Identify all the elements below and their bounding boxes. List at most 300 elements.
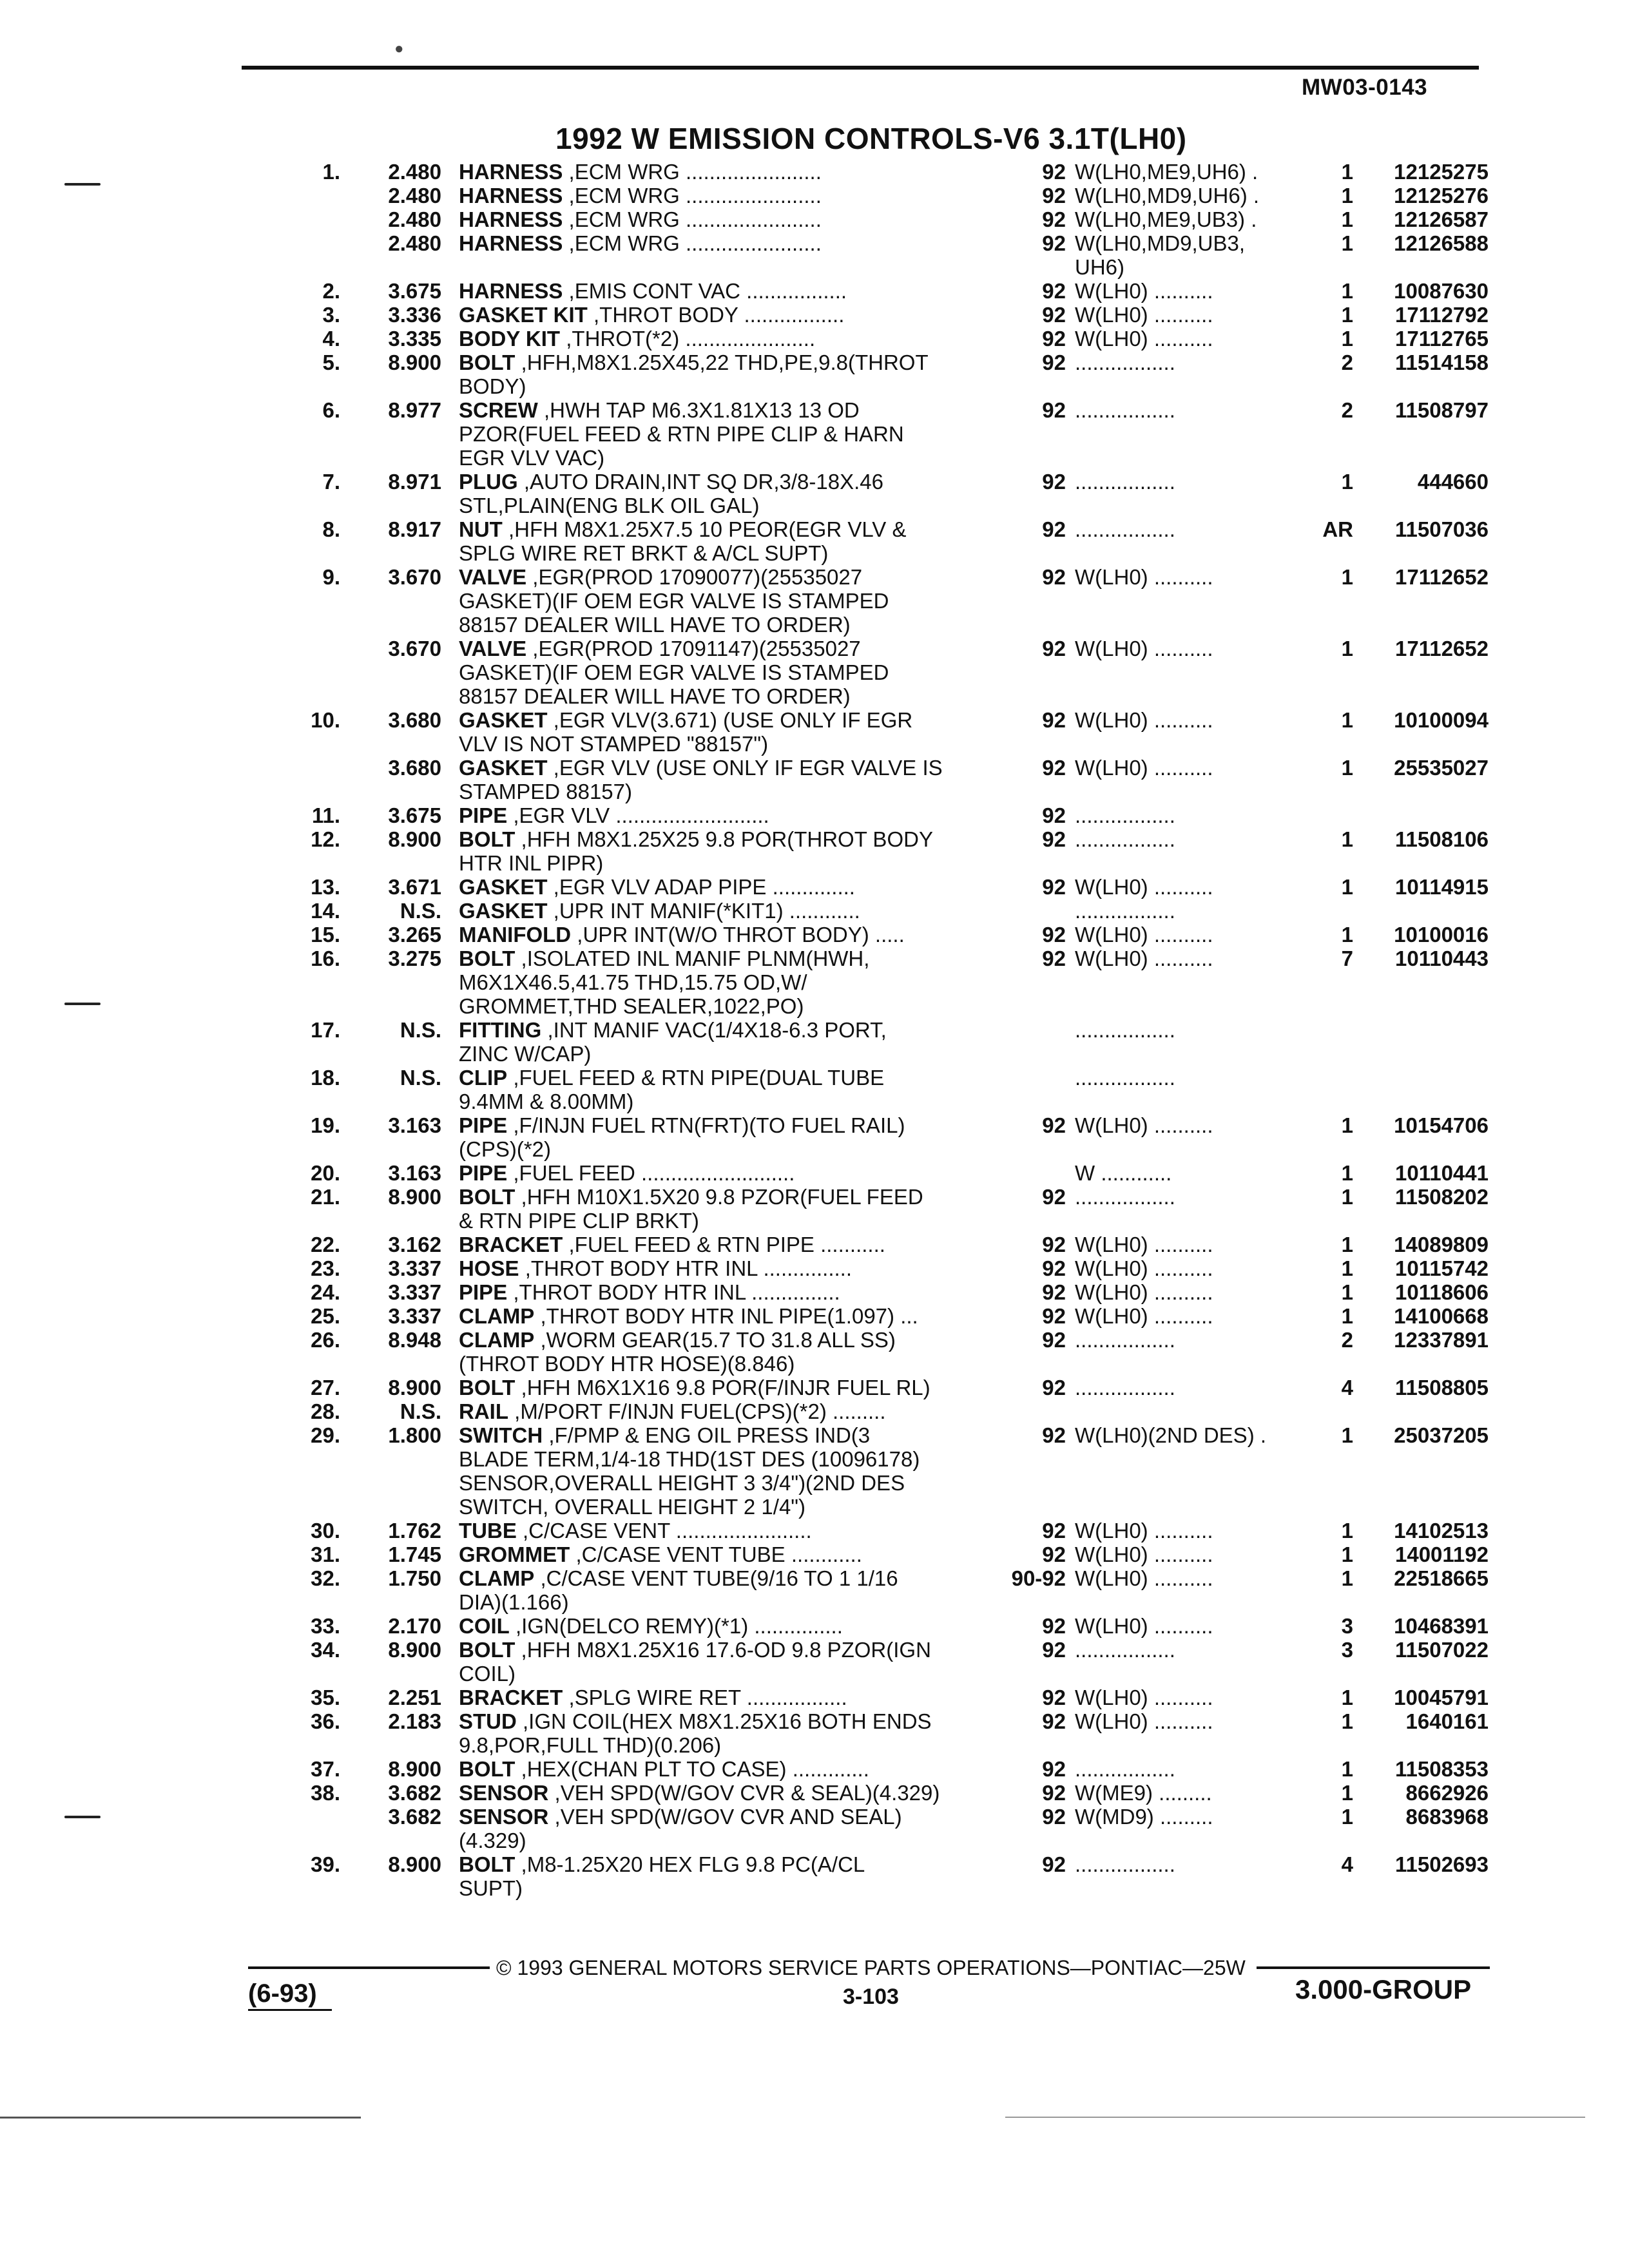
quantity: 1 bbox=[1341, 1566, 1353, 1590]
model-year: 92 bbox=[1042, 1519, 1066, 1542]
part-detail: ,EMIS CONT VAC ................. bbox=[563, 279, 847, 303]
part-detail: ,IGN COIL(HEX M8X1.25X16 BOTH ENDS bbox=[516, 1709, 932, 1733]
part-line bbox=[0, 1590, 1629, 1614]
model-usage: W(LH0) .......... bbox=[1075, 637, 1213, 660]
group-number: 2.170 bbox=[388, 1614, 441, 1638]
part-name: GASKET KIT bbox=[459, 303, 588, 327]
model-usage: W(LH0,ME9,UB3) . bbox=[1075, 207, 1257, 231]
part-line bbox=[0, 255, 1629, 279]
part-entry bbox=[0, 923, 1629, 947]
description-continuation: (CPS)(*2) bbox=[459, 1137, 552, 1161]
part-number: 10100016 bbox=[1394, 923, 1489, 947]
part-description bbox=[459, 160, 822, 184]
part-number: 11514158 bbox=[1394, 351, 1489, 374]
part-number: 8662926 bbox=[1405, 1781, 1489, 1805]
model-year: 92 bbox=[1042, 1280, 1066, 1304]
part-line bbox=[0, 494, 1629, 517]
part-detail: ,UPR INT MANIF(*KIT1) ............ bbox=[547, 899, 860, 923]
group-number: 3.163 bbox=[388, 1113, 441, 1137]
model-year: 92 bbox=[1042, 565, 1066, 589]
part-name: GASKET bbox=[459, 899, 548, 923]
part-entry bbox=[0, 756, 1629, 803]
model-usage: ................. bbox=[1075, 1066, 1175, 1090]
part-line bbox=[0, 1852, 1629, 1876]
model-year: 92 bbox=[1042, 1304, 1066, 1328]
group-number: 8.917 bbox=[388, 517, 441, 541]
part-line bbox=[0, 1471, 1629, 1495]
part-number: 14001192 bbox=[1394, 1542, 1489, 1566]
part-number: 12126588 bbox=[1394, 231, 1489, 255]
description-continuation: VLV IS NOT STAMPED "88157") bbox=[459, 732, 769, 756]
part-line bbox=[0, 1042, 1629, 1066]
part-entry bbox=[0, 160, 1629, 184]
part-entry bbox=[0, 231, 1629, 279]
part-name: HARNESS bbox=[459, 231, 563, 255]
item-number: 14. bbox=[311, 899, 340, 923]
part-detail: ,EGR VLV ADAP PIPE .............. bbox=[547, 875, 855, 899]
description-continuation: & RTN PIPE CLIP BRKT) bbox=[459, 1209, 699, 1233]
model-usage: W(LH0) .......... bbox=[1075, 1256, 1213, 1280]
model-usage: W(ME9) ......... bbox=[1075, 1781, 1212, 1805]
part-detail: ,EGR(PROD 17091147)(25535027 bbox=[526, 637, 861, 660]
part-line bbox=[0, 1709, 1629, 1733]
item-number: 9. bbox=[322, 565, 340, 589]
part-name: NUT bbox=[459, 517, 503, 541]
part-description bbox=[459, 1638, 931, 1662]
part-entry bbox=[0, 1161, 1629, 1185]
quantity: 1 bbox=[1341, 1113, 1353, 1137]
part-description bbox=[459, 184, 822, 207]
part-detail: ,M8-1.25X20 HEX FLG 9.8 PC(A/CL bbox=[515, 1852, 865, 1876]
model-year: 92 bbox=[1042, 1328, 1066, 1352]
part-description bbox=[459, 1233, 885, 1256]
part-line bbox=[0, 303, 1629, 327]
part-number: 11508797 bbox=[1394, 398, 1489, 422]
quantity: 1 bbox=[1341, 184, 1353, 207]
part-entry bbox=[0, 708, 1629, 756]
part-number: 10468391 bbox=[1394, 1614, 1489, 1638]
footer-underline bbox=[248, 2009, 332, 2011]
part-entry bbox=[0, 351, 1629, 398]
model-year: 92 bbox=[1042, 1256, 1066, 1280]
part-description bbox=[459, 875, 855, 899]
top-rule bbox=[242, 66, 1479, 70]
part-name: GASKET bbox=[459, 756, 548, 780]
item-number: 15. bbox=[311, 923, 340, 947]
part-detail: ,EGR VLV(3.671) (USE ONLY IF EGR bbox=[547, 708, 913, 732]
part-line bbox=[0, 327, 1629, 351]
part-detail: ,IGN(DELCO REMY)(*1) ............... bbox=[509, 1614, 843, 1638]
part-number: 10118606 bbox=[1394, 1280, 1489, 1304]
model-year: 92 bbox=[1042, 947, 1066, 970]
part-number: 444660 bbox=[1417, 470, 1489, 494]
model-usage: W(LH0) .......... bbox=[1075, 279, 1213, 303]
part-number: 14102513 bbox=[1394, 1519, 1489, 1542]
part-line bbox=[0, 231, 1629, 255]
part-detail: ,WORM GEAR(15.7 TO 31.8 ALL SS) bbox=[534, 1328, 896, 1352]
group-number: 3.670 bbox=[388, 565, 441, 589]
item-number: 23. bbox=[311, 1256, 340, 1280]
part-name: HARNESS bbox=[459, 184, 563, 207]
model-usage: ................. bbox=[1075, 899, 1175, 923]
model-year: 92 bbox=[1042, 160, 1066, 184]
model-usage: W(LH0) .......... bbox=[1075, 947, 1213, 970]
part-detail: ,HFH M8X1.25X16 17.6-OD 9.8 PZOR(IGN bbox=[515, 1638, 931, 1662]
part-line bbox=[0, 160, 1629, 184]
description-continuation: M6X1X46.5,41.75 THD,15.75 OD,W/ bbox=[459, 970, 807, 994]
group-number: N.S. bbox=[400, 1399, 441, 1423]
group-number: 2.480 bbox=[388, 231, 441, 255]
part-number: 11508805 bbox=[1394, 1376, 1489, 1399]
revision-date: (6-93) bbox=[248, 1979, 317, 2008]
part-line bbox=[0, 1352, 1629, 1376]
part-number: 11508353 bbox=[1394, 1757, 1489, 1781]
part-entry bbox=[0, 1233, 1629, 1256]
part-entry bbox=[0, 899, 1629, 923]
model-usage: ................. bbox=[1075, 827, 1175, 851]
part-name: COIL bbox=[459, 1614, 510, 1638]
part-description bbox=[459, 1709, 932, 1733]
item-number: 25. bbox=[311, 1304, 340, 1328]
group-number: 2.183 bbox=[388, 1709, 441, 1733]
quantity: 1 bbox=[1341, 1423, 1353, 1447]
part-line bbox=[0, 875, 1629, 899]
part-name: PLUG bbox=[459, 470, 518, 494]
part-line bbox=[0, 374, 1629, 398]
part-line bbox=[0, 351, 1629, 374]
group-number: 3.680 bbox=[388, 708, 441, 732]
model-year: 92 bbox=[1042, 923, 1066, 947]
description-continuation: BODY) bbox=[459, 374, 526, 398]
part-description bbox=[459, 1805, 902, 1829]
description-continuation: 9.4MM & 8.00MM) bbox=[459, 1090, 634, 1113]
description-continuation: SPLG WIRE RET BRKT & A/CL SUPT) bbox=[459, 541, 829, 565]
part-detail: ,FUEL FEED & RTN PIPE(DUAL TUBE bbox=[507, 1066, 885, 1090]
part-number: 1640161 bbox=[1405, 1709, 1489, 1733]
model-usage: W(LH0) .......... bbox=[1075, 303, 1213, 327]
item-number: 2. bbox=[322, 279, 340, 303]
part-name: BOLT bbox=[459, 351, 516, 374]
part-line bbox=[0, 1209, 1629, 1233]
part-name: CLAMP bbox=[459, 1566, 535, 1590]
model-usage: W(LH0) .......... bbox=[1075, 1519, 1213, 1542]
part-detail: ,ECM WRG ....................... bbox=[563, 160, 822, 184]
model-usage: ................. bbox=[1075, 1328, 1175, 1352]
part-detail: ,HFH M8X1.25X25 9.8 POR(THROT BODY bbox=[515, 827, 933, 851]
item-number: 21. bbox=[311, 1185, 340, 1209]
description-continuation: SUPT) bbox=[459, 1876, 523, 1900]
item-number: 38. bbox=[311, 1781, 340, 1805]
quantity: 1 bbox=[1341, 231, 1353, 255]
part-name: CLAMP bbox=[459, 1328, 535, 1352]
part-line bbox=[0, 780, 1629, 803]
part-line bbox=[0, 1829, 1629, 1852]
part-name: VALVE bbox=[459, 637, 527, 660]
quantity: 1 bbox=[1341, 160, 1353, 184]
part-entry bbox=[0, 1423, 1629, 1519]
part-description bbox=[459, 1399, 886, 1423]
quantity: 1 bbox=[1341, 1233, 1353, 1256]
part-name: GASKET bbox=[459, 708, 548, 732]
quantity: 1 bbox=[1341, 470, 1353, 494]
part-name: PIPE bbox=[459, 1161, 508, 1185]
group-number: N.S. bbox=[400, 1018, 441, 1042]
quantity: 1 bbox=[1341, 1805, 1353, 1829]
part-name: GASKET bbox=[459, 875, 548, 899]
quantity: 4 bbox=[1341, 1852, 1353, 1876]
part-detail: ,VEH SPD(W/GOV CVR AND SEAL) bbox=[548, 1805, 902, 1829]
group-number: 3.682 bbox=[388, 1805, 441, 1829]
part-entry bbox=[0, 827, 1629, 875]
part-description bbox=[459, 756, 943, 780]
part-detail: ,HEX(CHAN PLT TO CASE) ............. bbox=[515, 1757, 869, 1781]
quantity: 1 bbox=[1341, 756, 1353, 780]
group-number: 2.480 bbox=[388, 207, 441, 231]
part-detail: ,HWH TAP M6.3X1.81X13 13 OD bbox=[537, 398, 860, 422]
model-year: 92 bbox=[1042, 1185, 1066, 1209]
part-description bbox=[459, 827, 933, 851]
quantity: 1 bbox=[1341, 1757, 1353, 1781]
model-usage: ................. bbox=[1075, 1757, 1175, 1781]
part-entry bbox=[0, 398, 1629, 470]
model-year: 92 bbox=[1042, 875, 1066, 899]
model-year: 92 bbox=[1042, 1686, 1066, 1709]
part-detail: ,C/CASE VENT TUBE(9/16 TO 1 1/16 bbox=[534, 1566, 898, 1590]
scan-edge-line bbox=[0, 2117, 361, 2119]
model-year: 92 bbox=[1042, 1709, 1066, 1733]
part-line bbox=[0, 1805, 1629, 1829]
part-name: HARNESS bbox=[459, 160, 563, 184]
part-name: BRACKET bbox=[459, 1233, 563, 1256]
part-number: 25535027 bbox=[1394, 756, 1489, 780]
part-name: HARNESS bbox=[459, 207, 563, 231]
part-detail: ,INT MANIF VAC(1/4X18-6.3 PORT, bbox=[541, 1018, 887, 1042]
part-line bbox=[0, 1328, 1629, 1352]
punch-hole-mark bbox=[64, 1003, 101, 1005]
model-year: 92 bbox=[1042, 1376, 1066, 1399]
description-continuation: SENSOR,OVERALL HEIGHT 3 3/4")(2ND DES bbox=[459, 1471, 905, 1495]
description-continuation: 9.8,POR,FULL THD)(0.206) bbox=[459, 1733, 722, 1757]
model-usage: W(LH0) .......... bbox=[1075, 565, 1213, 589]
part-entry bbox=[0, 1280, 1629, 1304]
quantity: 1 bbox=[1341, 1280, 1353, 1304]
part-entry bbox=[0, 517, 1629, 565]
part-line bbox=[0, 1757, 1629, 1781]
item-number: 34. bbox=[311, 1638, 340, 1662]
part-line bbox=[0, 947, 1629, 970]
part-entry bbox=[0, 1709, 1629, 1757]
item-number: 26. bbox=[311, 1328, 340, 1352]
part-entry bbox=[0, 1805, 1629, 1852]
part-line bbox=[0, 1781, 1629, 1805]
item-number: 19. bbox=[311, 1113, 340, 1137]
item-number: 12. bbox=[311, 827, 340, 851]
part-line bbox=[0, 1447, 1629, 1471]
description-continuation: (THROT BODY HTR HOSE)(8.846) bbox=[459, 1352, 795, 1376]
part-line bbox=[0, 1066, 1629, 1090]
part-detail: ,FUEL FEED .......................... bbox=[507, 1161, 795, 1185]
group-number: 2.480 bbox=[388, 184, 441, 207]
part-description bbox=[459, 1066, 884, 1090]
part-description bbox=[459, 1376, 930, 1399]
part-detail: ,ECM WRG ....................... bbox=[563, 184, 822, 207]
quantity: 1 bbox=[1341, 1709, 1353, 1733]
punch-hole-mark bbox=[64, 183, 101, 186]
item-number: 6. bbox=[322, 398, 340, 422]
quantity: 4 bbox=[1341, 1376, 1353, 1399]
item-number: 13. bbox=[311, 875, 340, 899]
model-usage: W(LH0,MD9,UH6) . bbox=[1075, 184, 1260, 207]
part-entry bbox=[0, 875, 1629, 899]
part-line bbox=[0, 517, 1629, 541]
group-number: 1.745 bbox=[388, 1542, 441, 1566]
quantity: 1 bbox=[1341, 207, 1353, 231]
part-line bbox=[0, 1280, 1629, 1304]
part-line bbox=[0, 1161, 1629, 1185]
group-number: 8.948 bbox=[388, 1328, 441, 1352]
model-usage: W(LH0) .......... bbox=[1075, 1709, 1213, 1733]
part-line bbox=[0, 1566, 1629, 1590]
item-number: 31. bbox=[311, 1542, 340, 1566]
part-line bbox=[0, 970, 1629, 994]
item-number: 17. bbox=[311, 1018, 340, 1042]
item-number: 10. bbox=[311, 708, 340, 732]
group-number: 8.900 bbox=[388, 1852, 441, 1876]
group-number: 3.265 bbox=[388, 923, 441, 947]
part-line bbox=[0, 1423, 1629, 1447]
part-name: PIPE bbox=[459, 803, 508, 827]
page-title: 1992 W EMISSION CONTROLS-V6 3.1T(LH0) bbox=[555, 122, 1187, 155]
description-continuation: (4.329) bbox=[459, 1829, 526, 1852]
part-entry bbox=[0, 1399, 1629, 1423]
part-entry bbox=[0, 327, 1629, 351]
part-line bbox=[0, 589, 1629, 613]
part-detail: ,EGR VLV .......................... bbox=[507, 803, 769, 827]
part-name: BODY KIT bbox=[459, 327, 561, 351]
quantity: AR bbox=[1322, 517, 1353, 541]
parts-list bbox=[0, 160, 1629, 1900]
part-detail: ,M/PORT F/INJN FUEL(CPS)(*2) ......... bbox=[508, 1399, 886, 1423]
part-entry bbox=[0, 1304, 1629, 1328]
part-number: 10087630 bbox=[1394, 279, 1489, 303]
part-name: SCREW bbox=[459, 398, 538, 422]
part-detail: ,UPR INT(W/O THROT BODY) ..... bbox=[571, 923, 905, 947]
group-number: 3.336 bbox=[388, 303, 441, 327]
part-detail: ,VEH SPD(W/GOV CVR & SEAL)(4.329) bbox=[548, 1781, 940, 1805]
document-id: MW03-0143 bbox=[1302, 75, 1428, 100]
group-number: 8.900 bbox=[388, 827, 441, 851]
part-description bbox=[459, 1781, 940, 1805]
part-line bbox=[0, 1733, 1629, 1757]
part-description bbox=[459, 899, 860, 923]
group-number: 3.671 bbox=[388, 875, 441, 899]
group-number: 8.971 bbox=[388, 470, 441, 494]
part-detail: ,ECM WRG ....................... bbox=[563, 207, 822, 231]
part-line bbox=[0, 1233, 1629, 1256]
part-number: 22518665 bbox=[1394, 1566, 1489, 1590]
item-number: 20. bbox=[311, 1161, 340, 1185]
model-year: 92 bbox=[1042, 231, 1066, 255]
part-description bbox=[459, 1686, 847, 1709]
part-line bbox=[0, 470, 1629, 494]
part-line bbox=[0, 732, 1629, 756]
item-number: 36. bbox=[311, 1709, 340, 1733]
part-line bbox=[0, 1185, 1629, 1209]
group-number: 8.900 bbox=[388, 1638, 441, 1662]
part-name: TUBE bbox=[459, 1519, 517, 1542]
part-number: 10114915 bbox=[1394, 875, 1489, 899]
part-detail: ,THROT(*2) ...................... bbox=[560, 327, 816, 351]
model-usage: W(LH0) .......... bbox=[1075, 756, 1213, 780]
part-detail: ,C/CASE VENT ....................... bbox=[516, 1519, 812, 1542]
model-year: 92 bbox=[1042, 207, 1066, 231]
page-number: 3-103 bbox=[843, 1984, 899, 2009]
model-year: 92 bbox=[1042, 1614, 1066, 1638]
part-line bbox=[0, 1614, 1629, 1638]
part-number: 17112792 bbox=[1394, 303, 1489, 327]
model-usage: ................. bbox=[1075, 1185, 1175, 1209]
scan-mark: ● bbox=[394, 40, 404, 57]
item-number: 18. bbox=[311, 1066, 340, 1090]
part-number: 8683968 bbox=[1405, 1805, 1489, 1829]
model-usage: W(LH0) .......... bbox=[1075, 1686, 1213, 1709]
part-line bbox=[0, 398, 1629, 422]
part-line bbox=[0, 279, 1629, 303]
item-number: 1. bbox=[322, 160, 340, 184]
part-number: 12126587 bbox=[1394, 207, 1489, 231]
part-line bbox=[0, 1113, 1629, 1137]
quantity: 1 bbox=[1341, 1256, 1353, 1280]
group-number: 8.900 bbox=[388, 1185, 441, 1209]
part-description bbox=[459, 327, 815, 351]
part-name: MANIFOLD bbox=[459, 923, 572, 947]
part-name: BOLT bbox=[459, 827, 516, 851]
part-number: 25037205 bbox=[1394, 1423, 1489, 1447]
group-number: 3.680 bbox=[388, 756, 441, 780]
model-usage: W(MD9) ......... bbox=[1075, 1805, 1213, 1829]
item-number: 5. bbox=[322, 351, 340, 374]
description-continuation: GASKET)(IF OEM EGR VALVE IS STAMPED bbox=[459, 589, 889, 613]
part-number: 11507022 bbox=[1394, 1638, 1489, 1662]
model-usage: W(LH0)(2ND DES) . bbox=[1075, 1423, 1267, 1447]
quantity: 1 bbox=[1341, 923, 1353, 947]
part-description bbox=[459, 1256, 852, 1280]
part-name: HOSE bbox=[459, 1256, 519, 1280]
part-line bbox=[0, 637, 1629, 660]
quantity: 1 bbox=[1341, 565, 1353, 589]
description-continuation: GASKET)(IF OEM EGR VALVE IS STAMPED bbox=[459, 660, 889, 684]
part-entry bbox=[0, 1376, 1629, 1399]
part-entry bbox=[0, 1066, 1629, 1113]
part-entry bbox=[0, 1757, 1629, 1781]
part-description bbox=[459, 279, 847, 303]
part-name: PIPE bbox=[459, 1280, 508, 1304]
group-number: 1.800 bbox=[388, 1423, 441, 1447]
item-number: 32. bbox=[311, 1566, 340, 1590]
part-description bbox=[459, 923, 905, 947]
model-usage: ................. bbox=[1075, 517, 1175, 541]
part-description bbox=[459, 517, 906, 541]
model-usage: ................. bbox=[1075, 351, 1175, 374]
part-line bbox=[0, 422, 1629, 446]
part-name: SENSOR bbox=[459, 1805, 549, 1829]
model-year: 92 bbox=[1042, 637, 1066, 660]
part-number: 10100094 bbox=[1394, 708, 1489, 732]
model-usage: W(LH0) .......... bbox=[1075, 1614, 1213, 1638]
model-usage: W(LH0) .......... bbox=[1075, 1280, 1213, 1304]
part-description bbox=[459, 1542, 862, 1566]
part-line bbox=[0, 923, 1629, 947]
